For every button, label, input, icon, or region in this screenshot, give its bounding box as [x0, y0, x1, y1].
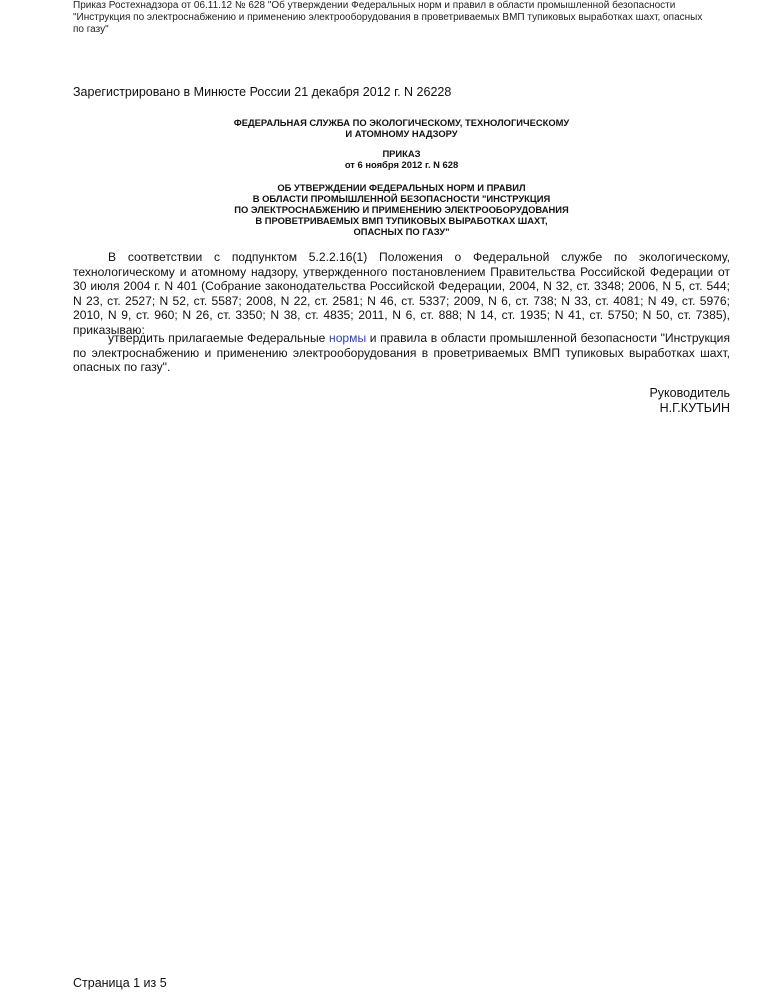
subject-line: ПО ЭЛЕКТРОСНАБЖЕНИЮ И ПРИМЕНЕНИЮ ЭЛЕКТРООБОРУДОВАНИЯ — [234, 204, 569, 215]
signature-name: Н.Г.КУТЬИН — [659, 400, 730, 415]
subject-line: ОБ УТВЕРЖДЕНИИ ФЕДЕРАЛЬНЫХ НОРМ И ПРАВИЛ — [277, 182, 526, 193]
order-date-number: от 6 ноября 2012 г. N 628 — [344, 159, 459, 170]
subject-line: В ОБЛАСТИ ПРОМЫШЛЕННОЙ БЕЗОПАСНОСТИ "ИНСТРУКЦИЯ — [252, 193, 551, 204]
body-paragraph-basis: В соответствии с подпунктом 5.2.2.16(1) Положения о Федеральной службе по экологическому, технологическому и атомному надзору, утвержденного постановлением Правительства Российской Федерации от 30 июля 2004 г. N 401 (Собрание законодательства Российской Федерации, 2004, N 32, ст. 3348; 2006, N 5, ст. 544; N 23, ст. 2527; N 52, ст. 5587; 2008, N 22, ст. 2581; N 46, ст. 5337; 2009, N 6, ст. 738; N 33, ст. 4081; N 49, ст. 5976; 2010, N 9, ст. 960; N 26, ст. 3350; N 38, ст. 4835; 2011, N 6, ст. 888; N 14, ст. 1935; N 41, ст. 5750; N 50, ст. 7385), приказываю: — [73, 250, 730, 337]
agency-line: ФЕДЕРАЛЬНАЯ СЛУЖБА ПО ЭКОЛОГИЧЕСКОМУ, ТЕХНОЛОГИЧЕСКОМУ — [233, 117, 570, 128]
order-title: ПРИКАЗ — [382, 148, 421, 159]
registration-note: Зарегистрировано в Минюсте России 21 декабря 2012 г. N 26228 — [73, 85, 452, 99]
body-paragraph-order — [73, 331, 730, 375]
subject-line: В ПРОВЕТРИВАЕМЫХ ВМП ТУПИКОВЫХ ВЫРАБОТКАХ ШАХТ, — [255, 215, 548, 226]
header-line: по газу" — [73, 24, 109, 35]
order-subject — [73, 182, 730, 237]
document-header-note — [73, 0, 713, 36]
signature-role: Руководитель — [649, 386, 730, 400]
header-line: "Инструкция по электроснабжению и применению электрооборудования в проветриваемых ВМП тупиковых выработках шахт, опасных — [73, 12, 703, 23]
page-counter: Страница 1 из 5 — [73, 976, 167, 990]
header-line: Приказ Ростехнадзора от 06.11.12 № 628 "Об утверждении Федеральных норм и правил в области промышленной безопасности — [73, 0, 676, 11]
order-heading — [73, 148, 730, 170]
agency-name — [73, 117, 730, 139]
agency-line: И АТОМНОМУ НАДЗОРУ — [345, 128, 458, 139]
signature-block — [649, 386, 730, 415]
norms-link[interactable]: нормы — [329, 331, 367, 345]
paragraph-text-after-link: и правила в области промышленной безопасности "Инструкция по электроснабжению и применению электрооборудования в проветриваемых ВМП тупиковых выработках шахт, опасных по газу". — [73, 331, 730, 374]
paragraph-text-before-link: утвердить прилагаемые Федеральные — [108, 331, 330, 345]
subject-line: ОПАСНЫХ ПО ГАЗУ" — [353, 226, 450, 237]
